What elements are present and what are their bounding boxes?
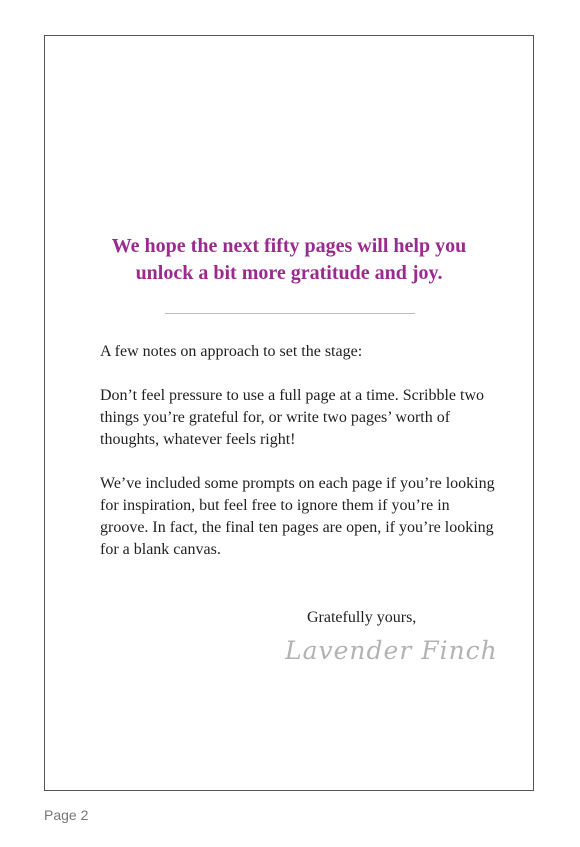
- section-divider: [165, 313, 415, 314]
- page-frame: [44, 35, 534, 791]
- closing-line: Gratefully yours,: [307, 609, 417, 626]
- page-headline: [45, 233, 533, 287]
- headline-line-2: unlock a bit more gratitude and joy.: [135, 262, 443, 284]
- body-paragraph-pressure: Don’t feel pressure to use a full page at a time. Scribble two things you’re grateful for, or write two pages’ worth of thoughts, whatever feels right!: [100, 387, 485, 448]
- signature: Lavender Finch: [285, 636, 498, 665]
- page-number: Page 2: [44, 807, 89, 823]
- body-paragraph-prompts: We’ve included some prompts on each page if you’re looking for inspiration, but feel free to ignore them if you’re in groove. In fact, the final ten pages are open, if you’re looking for a blank canvas.: [100, 475, 495, 558]
- body-text: [100, 341, 500, 583]
- body-paragraph-intro: A few notes on approach to set the stage:: [100, 343, 363, 360]
- headline-line-1: We hope the next fifty pages will help you: [111, 235, 467, 257]
